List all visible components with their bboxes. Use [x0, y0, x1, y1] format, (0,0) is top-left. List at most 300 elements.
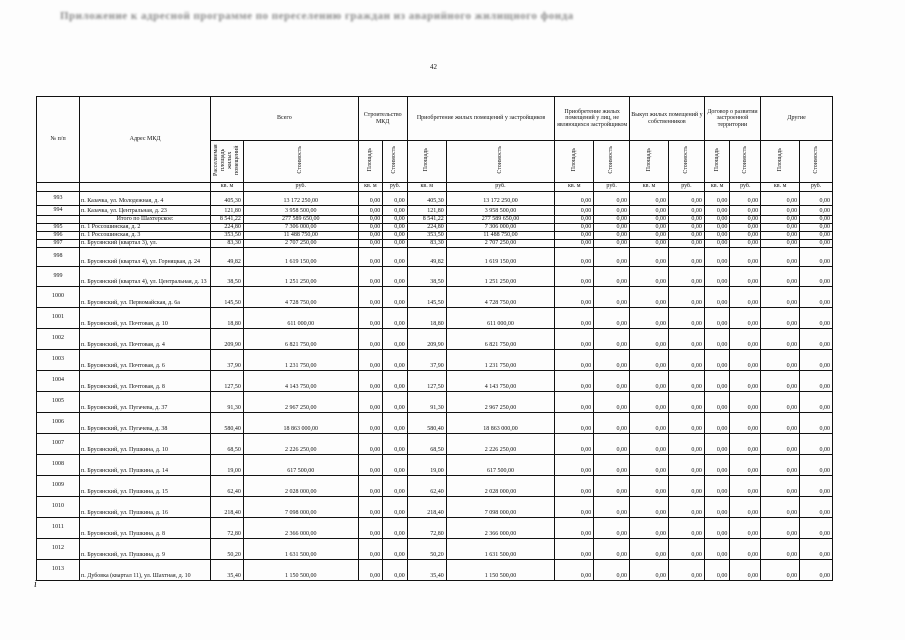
- unit-cost: руб.: [243, 182, 358, 191]
- table-body: [37, 191, 833, 580]
- buyout-cost-cell: 0,00: [668, 307, 704, 328]
- header-buyout: Выкуп жилых помещений у собственников: [630, 97, 705, 141]
- unit-area: кв. м: [630, 182, 669, 191]
- buyout-area-cell: 0,00: [630, 454, 669, 475]
- nondeveloper-cost-cell: 0,00: [594, 517, 630, 538]
- nondeveloper-cost-cell: 0,00: [594, 412, 630, 433]
- developer-area-cell: 62,40: [407, 475, 446, 496]
- total-cost-cell: 611 000,00: [243, 307, 358, 328]
- construction-area-cell: 0,00: [358, 247, 383, 266]
- nondeveloper-area-cell: 0,00: [555, 266, 594, 286]
- other-cost-cell: 0,00: [800, 328, 833, 349]
- territory-area-cell: 0,00: [704, 433, 730, 454]
- developer-cost-cell: 611 000,00: [446, 307, 555, 328]
- subheader-cost: Стоимость: [383, 141, 408, 183]
- construction-cost-cell: 0,00: [383, 215, 408, 223]
- construction-cost-cell: 0,00: [383, 559, 408, 580]
- other-area-cell: 0,00: [761, 247, 800, 266]
- header-total: Всего: [211, 97, 358, 141]
- row-number: 1007: [37, 433, 80, 454]
- row-number: 1002: [37, 328, 80, 349]
- total-area-cell: 353,50: [211, 231, 244, 239]
- address-cell: п. Дубовка (квартал 11), ул. Шахтная, д. 10: [80, 559, 211, 580]
- territory-cost-cell: 0,00: [730, 496, 761, 517]
- total-cost-cell: 7 098 000,00: [243, 496, 358, 517]
- subheader-cost: Стоимость: [668, 141, 704, 183]
- total-cost-cell: 4 728 750,00: [243, 286, 358, 307]
- construction-area-cell: 0,00: [358, 433, 383, 454]
- total-cost-cell: 11 488 750,00: [243, 231, 358, 239]
- territory-cost-cell: 0,00: [730, 517, 761, 538]
- total-area-cell: 19,00: [211, 454, 244, 475]
- developer-area-cell: 580,40: [407, 412, 446, 433]
- territory-cost-cell: 0,00: [730, 239, 761, 247]
- other-area-cell: 0,00: [761, 391, 800, 412]
- nondeveloper-cost-cell: 0,00: [594, 239, 630, 247]
- other-area-cell: 0,00: [761, 191, 800, 205]
- construction-cost-cell: 0,00: [383, 454, 408, 475]
- header-acquisition-developer: Приобретение жилых помещений у застройщиков: [407, 97, 555, 141]
- row-number: 1005: [37, 391, 80, 412]
- developer-cost-cell: 3 958 500,00: [446, 205, 555, 215]
- address-cell: п. Брусянский (квартал 4), ул. Центральная, д. 13: [80, 266, 211, 286]
- total-cost-cell: 1 150 500,00: [243, 559, 358, 580]
- buyout-cost-cell: 0,00: [668, 205, 704, 215]
- nondeveloper-area-cell: 0,00: [555, 215, 594, 223]
- developer-cost-cell: 18 863 000,00: [446, 412, 555, 433]
- other-area-cell: 0,00: [761, 286, 800, 307]
- territory-cost-cell: 0,00: [730, 454, 761, 475]
- construction-cost-cell: 0,00: [383, 191, 408, 205]
- other-cost-cell: 0,00: [800, 266, 833, 286]
- construction-cost-cell: 0,00: [383, 231, 408, 239]
- territory-area-cell: 0,00: [704, 517, 730, 538]
- nondeveloper-cost-cell: 0,00: [594, 328, 630, 349]
- construction-area-cell: 0,00: [358, 286, 383, 307]
- subheader-area: Площадь: [555, 141, 594, 183]
- nondeveloper-cost-cell: 0,00: [594, 266, 630, 286]
- buyout-area-cell: 0,00: [630, 559, 669, 580]
- other-area-cell: 0,00: [761, 215, 800, 223]
- buyout-area-cell: 0,00: [630, 412, 669, 433]
- total-cost-cell: 4 143 750,00: [243, 370, 358, 391]
- row-number: 1010: [37, 496, 80, 517]
- nondeveloper-area-cell: 0,00: [555, 517, 594, 538]
- other-cost-cell: 0,00: [800, 433, 833, 454]
- total-area-cell: 35,40: [211, 559, 244, 580]
- developer-area-cell: 91,30: [407, 391, 446, 412]
- buyout-area-cell: 0,00: [630, 433, 669, 454]
- territory-cost-cell: 0,00: [730, 412, 761, 433]
- nondeveloper-area-cell: 0,00: [555, 496, 594, 517]
- other-cost-cell: 0,00: [800, 223, 833, 231]
- unit-blank: [80, 182, 211, 191]
- buyout-cost-cell: 0,00: [668, 433, 704, 454]
- other-area-cell: 0,00: [761, 266, 800, 286]
- total-area-cell: 121,80: [211, 205, 244, 215]
- nondeveloper-cost-cell: 0,00: [594, 559, 630, 580]
- total-area-cell: 37,90: [211, 349, 244, 370]
- total-label: Итого по Шахтерское:: [80, 215, 211, 223]
- total-area-cell: 83,30: [211, 239, 244, 247]
- territory-cost-cell: 0,00: [730, 215, 761, 223]
- total-area-cell: 62,40: [211, 475, 244, 496]
- developer-cost-cell: 1 619 150,00: [446, 247, 555, 266]
- construction-cost-cell: 0,00: [383, 307, 408, 328]
- address-cell: п. Брусянский (квартал 3), ул.: [80, 239, 211, 247]
- subheader-cost: Стоимость: [446, 141, 555, 183]
- total-area-cell: 209,90: [211, 328, 244, 349]
- buyout-cost-cell: 0,00: [668, 349, 704, 370]
- row-number: 1004: [37, 370, 80, 391]
- other-area-cell: 0,00: [761, 433, 800, 454]
- construction-cost-cell: 0,00: [383, 475, 408, 496]
- row-number: 1006: [37, 412, 80, 433]
- address-cell: п. Брусянский, ул. Пушкина, д. 10: [80, 433, 211, 454]
- total-cost-cell: 13 172 250,00: [243, 191, 358, 205]
- nondeveloper-area-cell: 0,00: [555, 247, 594, 266]
- table-row: [37, 205, 833, 215]
- nondeveloper-area-cell: 0,00: [555, 370, 594, 391]
- other-cost-cell: 0,00: [800, 559, 833, 580]
- other-area-cell: 0,00: [761, 223, 800, 231]
- address-cell: п. Брусянский, ул. Пугачева, д. 38: [80, 412, 211, 433]
- buyout-cost-cell: 0,00: [668, 496, 704, 517]
- other-area-cell: 0,00: [761, 454, 800, 475]
- row-number: 1008: [37, 454, 80, 475]
- construction-area-cell: 0,00: [358, 370, 383, 391]
- unit-cost: руб.: [800, 182, 833, 191]
- total-area-cell: 49,82: [211, 247, 244, 266]
- construction-area-cell: 0,00: [358, 496, 383, 517]
- buyout-area-cell: 0,00: [630, 239, 669, 247]
- buyout-cost-cell: 0,00: [668, 475, 704, 496]
- construction-area-cell: 0,00: [358, 538, 383, 559]
- developer-cost-cell: 277 589 650,00: [446, 215, 555, 223]
- other-cost-cell: 0,00: [800, 307, 833, 328]
- territory-cost-cell: 0,00: [730, 286, 761, 307]
- developer-cost-cell: 6 821 750,00: [446, 328, 555, 349]
- other-cost-cell: 0,00: [800, 349, 833, 370]
- total-cost-cell: 6 821 750,00: [243, 328, 358, 349]
- developer-area-cell: 83,30: [407, 239, 446, 247]
- address-cell: п. Брусянский, ул. Пушкина, д. 15: [80, 475, 211, 496]
- header-address: Адрес МКД: [80, 97, 211, 183]
- territory-cost-cell: 0,00: [730, 247, 761, 266]
- developer-cost-cell: 1 631 500,00: [446, 538, 555, 559]
- developer-cost-cell: 13 172 250,00: [446, 191, 555, 205]
- header-territory: Договор о развитии застроенной территории: [704, 97, 760, 141]
- other-area-cell: 0,00: [761, 349, 800, 370]
- other-cost-cell: 0,00: [800, 191, 833, 205]
- table-row: [37, 266, 833, 286]
- territory-area-cell: 0,00: [704, 247, 730, 266]
- territory-cost-cell: 0,00: [730, 191, 761, 205]
- row-number: [37, 215, 80, 223]
- nondeveloper-area-cell: 0,00: [555, 559, 594, 580]
- buyout-area-cell: 0,00: [630, 266, 669, 286]
- buyout-cost-cell: 0,00: [668, 454, 704, 475]
- developer-area-cell: 218,40: [407, 496, 446, 517]
- territory-area-cell: 0,00: [704, 231, 730, 239]
- address-cell: п. Брусянский, ул. Пушкина, д. 14: [80, 454, 211, 475]
- other-cost-cell: 0,00: [800, 517, 833, 538]
- subheader-area: Площадь: [358, 141, 383, 183]
- territory-cost-cell: 0,00: [730, 391, 761, 412]
- table-row: [37, 454, 833, 475]
- buyout-area-cell: 0,00: [630, 223, 669, 231]
- page-number: 42: [430, 63, 437, 71]
- table-row: [37, 370, 833, 391]
- nondeveloper-cost-cell: 0,00: [594, 433, 630, 454]
- buyout-cost-cell: 0,00: [668, 286, 704, 307]
- table-row: [37, 559, 833, 580]
- nondeveloper-cost-cell: 0,00: [594, 475, 630, 496]
- table-row: [37, 328, 833, 349]
- construction-area-cell: 0,00: [358, 454, 383, 475]
- total-area-cell: 405,30: [211, 191, 244, 205]
- nondeveloper-area-cell: 0,00: [555, 475, 594, 496]
- buyout-area-cell: 0,00: [630, 475, 669, 496]
- nondeveloper-area-cell: 0,00: [555, 239, 594, 247]
- nondeveloper-cost-cell: 0,00: [594, 286, 630, 307]
- developer-cost-cell: 1 150 500,00: [446, 559, 555, 580]
- construction-cost-cell: 0,00: [383, 517, 408, 538]
- table-row: [37, 475, 833, 496]
- construction-cost-cell: 0,00: [383, 286, 408, 307]
- row-number: 1013: [37, 559, 80, 580]
- nondeveloper-cost-cell: 0,00: [594, 223, 630, 231]
- unit-cost: руб.: [383, 182, 408, 191]
- other-cost-cell: 0,00: [800, 215, 833, 223]
- other-area-cell: 0,00: [761, 205, 800, 215]
- territory-area-cell: 0,00: [704, 215, 730, 223]
- table-row: [37, 231, 833, 239]
- territory-area-cell: 0,00: [704, 307, 730, 328]
- nondeveloper-area-cell: 0,00: [555, 191, 594, 205]
- construction-area-cell: 0,00: [358, 517, 383, 538]
- buyout-cost-cell: 0,00: [668, 391, 704, 412]
- buyout-area-cell: 0,00: [630, 517, 669, 538]
- nondeveloper-area-cell: 0,00: [555, 391, 594, 412]
- territory-cost-cell: 0,00: [730, 370, 761, 391]
- territory-area-cell: 0,00: [704, 205, 730, 215]
- total-area-cell: 8 541,22: [211, 215, 244, 223]
- total-cost-cell: 277 589 650,00: [243, 215, 358, 223]
- territory-area-cell: 0,00: [704, 370, 730, 391]
- buyout-area-cell: 0,00: [630, 205, 669, 215]
- total-area-cell: 38,50: [211, 266, 244, 286]
- header-construction: Строительство МКД: [358, 97, 407, 141]
- other-cost-cell: 0,00: [800, 370, 833, 391]
- other-area-cell: 0,00: [761, 475, 800, 496]
- other-cost-cell: 0,00: [800, 475, 833, 496]
- subheader-area: Площадь: [704, 141, 730, 183]
- row-number: 1000: [37, 286, 80, 307]
- territory-cost-cell: 0,00: [730, 538, 761, 559]
- territory-cost-cell: 0,00: [730, 223, 761, 231]
- unit-cost: руб.: [730, 182, 761, 191]
- developer-area-cell: 35,40: [407, 559, 446, 580]
- subheader-cost: Стоимость: [800, 141, 833, 183]
- nondeveloper-area-cell: 0,00: [555, 433, 594, 454]
- subheader-cost: Стоимость: [730, 141, 761, 183]
- other-area-cell: 0,00: [761, 412, 800, 433]
- territory-cost-cell: 0,00: [730, 205, 761, 215]
- total-area-cell: 91,30: [211, 391, 244, 412]
- developer-cost-cell: 2 707 250,00: [446, 239, 555, 247]
- nondeveloper-cost-cell: 0,00: [594, 454, 630, 475]
- other-area-cell: 0,00: [761, 538, 800, 559]
- margin-mark: i: [34, 579, 37, 590]
- developer-area-cell: 8 541,22: [407, 215, 446, 223]
- other-area-cell: 0,00: [761, 328, 800, 349]
- address-cell: п. Брусянский, ул. Почтовая, д. 6: [80, 349, 211, 370]
- other-cost-cell: 0,00: [800, 205, 833, 215]
- unit-area: кв. м: [211, 182, 244, 191]
- header-num: № п/п: [37, 97, 80, 183]
- developer-area-cell: 49,82: [407, 247, 446, 266]
- construction-cost-cell: 0,00: [383, 205, 408, 215]
- buyout-area-cell: 0,00: [630, 307, 669, 328]
- subheader-area: Площадь: [407, 141, 446, 183]
- total-area-cell: 127,50: [211, 370, 244, 391]
- territory-area-cell: 0,00: [704, 286, 730, 307]
- nondeveloper-area-cell: 0,00: [555, 223, 594, 231]
- construction-area-cell: 0,00: [358, 307, 383, 328]
- row-number: 993: [37, 191, 80, 205]
- total-area-cell: 580,40: [211, 412, 244, 433]
- territory-cost-cell: 0,00: [730, 328, 761, 349]
- territory-cost-cell: 0,00: [730, 349, 761, 370]
- total-cost-cell: 2 028 000,00: [243, 475, 358, 496]
- address-cell: п. Брусянский, ул. Почтовая, д. 4: [80, 328, 211, 349]
- nondeveloper-area-cell: 0,00: [555, 231, 594, 239]
- table-row: [37, 517, 833, 538]
- construction-cost-cell: 0,00: [383, 412, 408, 433]
- table-row: [37, 286, 833, 307]
- table-row: [37, 239, 833, 247]
- resettlement-table: [36, 96, 833, 581]
- developer-cost-cell: 11 488 750,00: [446, 231, 555, 239]
- total-cost-cell: 2 366 000,00: [243, 517, 358, 538]
- subheader-cost: Стоимость: [243, 141, 358, 183]
- territory-cost-cell: 0,00: [730, 231, 761, 239]
- subheader-cost: Стоимость: [594, 141, 630, 183]
- nondeveloper-area-cell: 0,00: [555, 538, 594, 559]
- developer-cost-cell: 7 306 000,00: [446, 223, 555, 231]
- construction-cost-cell: 0,00: [383, 538, 408, 559]
- address-cell: п. Брусянский, ул. Пугачева, д. 37: [80, 391, 211, 412]
- address-cell: п. Брусянский, ул. Первомайская, д. 6а: [80, 286, 211, 307]
- other-area-cell: 0,00: [761, 370, 800, 391]
- buyout-cost-cell: 0,00: [668, 215, 704, 223]
- developer-cost-cell: 4 143 750,00: [446, 370, 555, 391]
- address-cell: п. Брусянский, ул. Пушкина, д. 9: [80, 538, 211, 559]
- developer-area-cell: 38,50: [407, 266, 446, 286]
- total-cost-cell: 1 231 750,00: [243, 349, 358, 370]
- unit-cost: руб.: [668, 182, 704, 191]
- territory-cost-cell: 0,00: [730, 559, 761, 580]
- nondeveloper-area-cell: 0,00: [555, 205, 594, 215]
- territory-area-cell: 0,00: [704, 412, 730, 433]
- unit-cost: руб.: [446, 182, 555, 191]
- row-number: 994: [37, 205, 80, 215]
- buyout-area-cell: 0,00: [630, 538, 669, 559]
- row-number: 1011: [37, 517, 80, 538]
- row-number: 999: [37, 266, 80, 286]
- construction-area-cell: 0,00: [358, 215, 383, 223]
- developer-area-cell: 405,30: [407, 191, 446, 205]
- address-cell: п. Казачка, ул. Молодежная, д. 4: [80, 191, 211, 205]
- construction-area-cell: 0,00: [358, 231, 383, 239]
- developer-area-cell: 18,80: [407, 307, 446, 328]
- total-cost-cell: 617 500,00: [243, 454, 358, 475]
- table-row: [37, 496, 833, 517]
- nondeveloper-cost-cell: 0,00: [594, 307, 630, 328]
- unit-cost: руб.: [594, 182, 630, 191]
- nondeveloper-area-cell: 0,00: [555, 349, 594, 370]
- buyout-area-cell: 0,00: [630, 349, 669, 370]
- construction-area-cell: 0,00: [358, 391, 383, 412]
- territory-area-cell: 0,00: [704, 559, 730, 580]
- developer-cost-cell: 2 028 000,00: [446, 475, 555, 496]
- nondeveloper-cost-cell: 0,00: [594, 231, 630, 239]
- construction-area-cell: 0,00: [358, 559, 383, 580]
- table-row: [37, 391, 833, 412]
- developer-cost-cell: 2 366 000,00: [446, 517, 555, 538]
- other-cost-cell: 0,00: [800, 391, 833, 412]
- other-cost-cell: 0,00: [800, 247, 833, 266]
- total-cost-cell: 7 306 000,00: [243, 223, 358, 231]
- other-cost-cell: 0,00: [800, 231, 833, 239]
- territory-area-cell: 0,00: [704, 349, 730, 370]
- table-row: [37, 412, 833, 433]
- buyout-cost-cell: 0,00: [668, 517, 704, 538]
- buyout-area-cell: 0,00: [630, 391, 669, 412]
- row-number: 997: [37, 239, 80, 247]
- subheader-area: Площадь: [630, 141, 669, 183]
- nondeveloper-cost-cell: 0,00: [594, 205, 630, 215]
- unit-blank: [37, 182, 80, 191]
- buyout-cost-cell: 0,00: [668, 247, 704, 266]
- construction-area-cell: 0,00: [358, 349, 383, 370]
- buyout-cost-cell: 0,00: [668, 328, 704, 349]
- territory-cost-cell: 0,00: [730, 475, 761, 496]
- table-row: [37, 538, 833, 559]
- total-area-cell: 72,80: [211, 517, 244, 538]
- address-cell: п. Брусянский, ул. Почтовая, д. 10: [80, 307, 211, 328]
- buyout-area-cell: 0,00: [630, 215, 669, 223]
- developer-area-cell: 37,90: [407, 349, 446, 370]
- developer-area-cell: 121,80: [407, 205, 446, 215]
- table-row: [37, 349, 833, 370]
- unit-area: кв. м: [407, 182, 446, 191]
- address-cell: п. 1 Россошинская, д. 3: [80, 231, 211, 239]
- total-cost-cell: 18 863 000,00: [243, 412, 358, 433]
- table-row: [37, 307, 833, 328]
- total-cost-cell: 2 967 250,00: [243, 391, 358, 412]
- developer-area-cell: 209,90: [407, 328, 446, 349]
- nondeveloper-cost-cell: 0,00: [594, 538, 630, 559]
- developer-cost-cell: 2 967 250,00: [446, 391, 555, 412]
- header-acquisition-nondeveloper: Приобретение жилых помещений у лиц, не являющихся застройщиком: [555, 97, 630, 141]
- nondeveloper-cost-cell: 0,00: [594, 370, 630, 391]
- address-cell: п. Казачка, ул. Центральная, д. 23: [80, 205, 211, 215]
- address-cell: п. Брусянский, ул. Почтовая, д. 8: [80, 370, 211, 391]
- construction-area-cell: 0,00: [358, 266, 383, 286]
- address-cell: п. 1 Россошинская, д. 2: [80, 223, 211, 231]
